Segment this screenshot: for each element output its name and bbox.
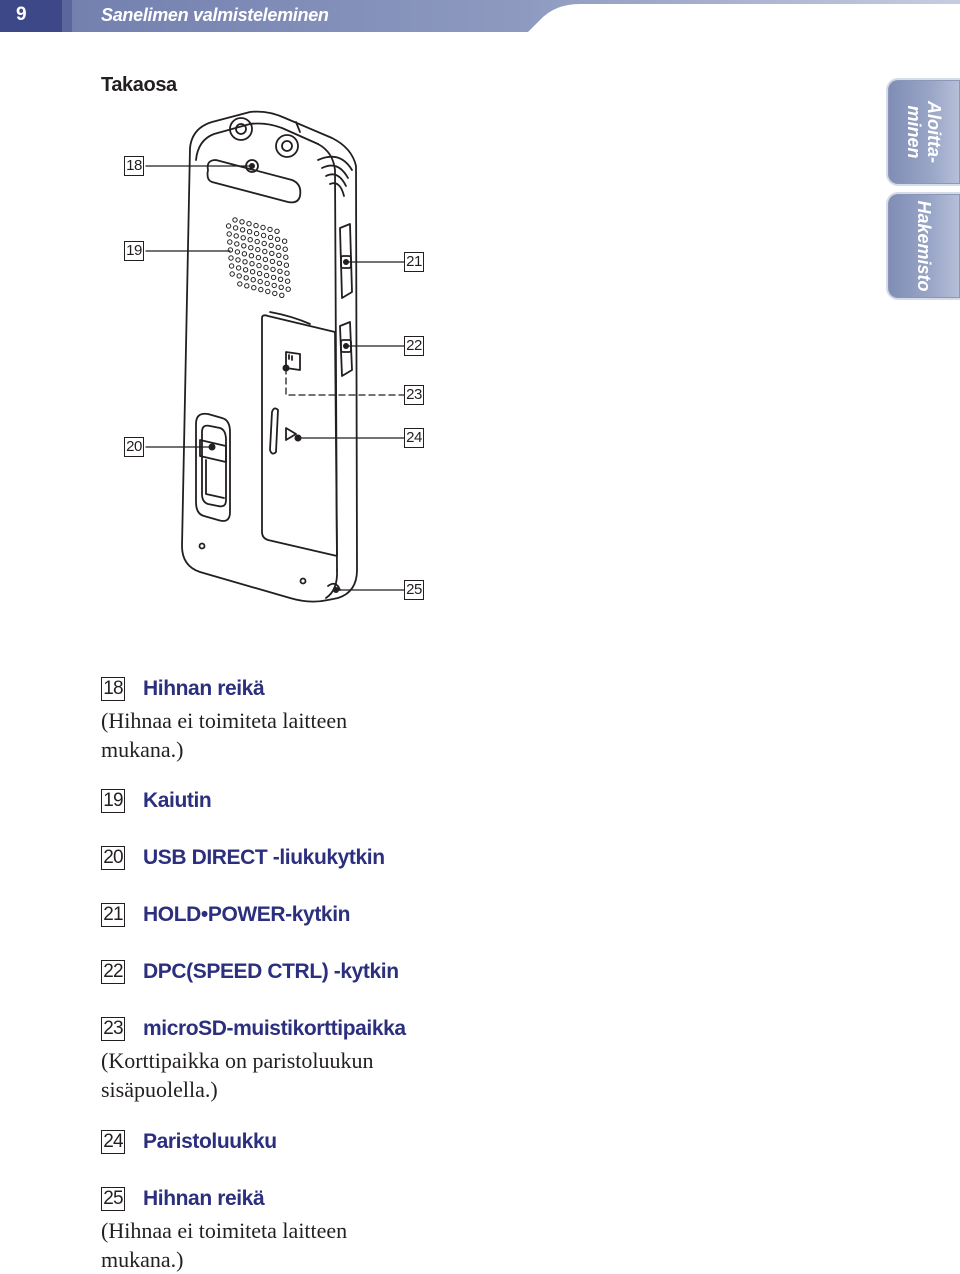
speaker-hole xyxy=(233,226,237,230)
speaker-hole xyxy=(247,222,251,226)
speaker-hole xyxy=(226,224,230,228)
speaker-hole xyxy=(265,281,269,285)
speaker-hole xyxy=(270,259,274,263)
speaker-hole xyxy=(276,245,280,249)
speaker-hole xyxy=(270,251,274,255)
speaker-hole xyxy=(255,239,259,243)
speaker-hole xyxy=(271,275,275,279)
speaker-hole xyxy=(252,286,256,290)
item-label: microSD-muistikorttipaikka xyxy=(143,1017,406,1040)
speaker-hole xyxy=(263,249,267,253)
speaker-hole xyxy=(268,235,272,239)
callout-22: 22 xyxy=(404,336,424,356)
item-number: 21 xyxy=(101,903,125,927)
speaker-hole xyxy=(257,263,261,267)
page-title: Sanelimen valmisteleminen xyxy=(101,5,329,25)
callout-21: 21 xyxy=(404,252,424,272)
speaker-hole xyxy=(269,243,273,247)
item-label: Hihnan reikä xyxy=(143,677,265,700)
speaker-hole xyxy=(230,272,234,276)
tab-hakemisto-label: Hakemisto xyxy=(914,200,934,292)
speaker-hole xyxy=(266,289,270,293)
page-number: 9 xyxy=(16,4,27,25)
speaker-hole xyxy=(277,261,281,265)
speaker-hole xyxy=(235,242,239,246)
speaker-hole xyxy=(261,225,265,229)
item-number: 19 xyxy=(101,789,125,813)
speaker-hole xyxy=(273,291,277,295)
speaker-hole xyxy=(257,271,261,275)
speaker-hole xyxy=(259,287,263,291)
speaker-hole xyxy=(254,231,258,235)
speaker-hole xyxy=(238,282,242,286)
speaker-hole xyxy=(250,262,254,266)
item-number: 20 xyxy=(101,846,125,870)
speaker-hole xyxy=(243,268,247,272)
speaker-hole xyxy=(235,250,239,254)
speaker-hole xyxy=(237,274,241,278)
speaker-hole xyxy=(271,267,275,271)
callout-20: 20 xyxy=(124,437,144,457)
speaker-hole xyxy=(240,228,244,232)
speaker-hole xyxy=(284,263,288,267)
speaker-hole xyxy=(228,240,232,244)
speaker-hole xyxy=(242,244,246,248)
item-label: DPC(SPEED CTRL) -kytkin xyxy=(143,960,399,983)
speaker-hole xyxy=(256,255,260,259)
speaker-hole xyxy=(284,255,288,259)
speaker-hole xyxy=(229,264,233,268)
callout-18: 18 xyxy=(124,156,144,176)
speaker-hole xyxy=(241,236,245,240)
speaker-hole xyxy=(285,271,289,275)
speaker-hole xyxy=(240,220,244,224)
speaker-hole xyxy=(268,227,272,231)
speaker-hole xyxy=(227,232,231,236)
speaker-hole xyxy=(286,287,290,291)
item-number: 18 xyxy=(101,677,125,701)
speaker-hole xyxy=(278,277,282,281)
speaker-hole xyxy=(236,258,240,262)
tab-aloittaminen-label: Aloitta- minen xyxy=(904,101,944,163)
speaker-hole xyxy=(285,279,289,283)
speaker-hole xyxy=(229,256,233,260)
speaker-hole xyxy=(278,269,282,273)
callout-24: 24 xyxy=(404,428,424,448)
item-label: USB DIRECT -liukukytkin xyxy=(143,846,385,869)
callout-23: 23 xyxy=(404,385,424,405)
section-title: Takaosa xyxy=(101,74,177,96)
speaker-hole xyxy=(261,233,265,237)
speaker-hole xyxy=(262,241,266,245)
item-number: 22 xyxy=(101,960,125,984)
speaker-hole xyxy=(236,266,240,270)
callout-19: 19 xyxy=(124,241,144,261)
speaker-hole xyxy=(254,223,258,227)
speaker-hole xyxy=(258,279,262,283)
speaker-hole xyxy=(280,293,284,297)
speaker-hole xyxy=(275,229,279,233)
speaker-hole xyxy=(234,234,238,238)
speaker-hole xyxy=(264,265,268,269)
item-label: Paristoluukku xyxy=(143,1130,277,1153)
item-description: (Korttipaikka on paristoluukun sisäpuolella.) xyxy=(101,1048,374,1102)
item-number: 25 xyxy=(101,1187,125,1211)
speaker-hole xyxy=(247,230,251,234)
speaker-hole xyxy=(233,218,237,222)
speaker-hole xyxy=(275,237,279,241)
speaker-hole xyxy=(249,254,253,258)
speaker-hole xyxy=(283,247,287,251)
speaker-hole xyxy=(242,252,246,256)
speaker-hole xyxy=(264,273,268,277)
speaker-hole xyxy=(256,247,260,251)
speaker-hole xyxy=(245,284,249,288)
speaker-hole xyxy=(279,285,283,289)
speaker-hole xyxy=(244,276,248,280)
speaker-hole xyxy=(251,278,255,282)
speaker-hole xyxy=(277,253,281,257)
callout-25: 25 xyxy=(404,580,424,600)
speaker-hole xyxy=(272,283,276,287)
item-label: HOLD•POWER-kytkin xyxy=(143,903,351,926)
speaker-hole xyxy=(263,257,267,261)
speaker-hole xyxy=(248,238,252,242)
item-label: Kaiutin xyxy=(143,789,212,812)
item-label: Hihnan reikä xyxy=(143,1187,265,1210)
speaker-hole xyxy=(243,260,247,264)
speaker-hole xyxy=(250,270,254,274)
item-number: 24 xyxy=(101,1130,125,1154)
item-description: (Hihnaa ei toimiteta laitteen mukana.) xyxy=(101,708,348,762)
speaker-hole xyxy=(282,239,286,243)
speaker-hole xyxy=(249,246,253,250)
item-description: (Hihnaa ei toimiteta laitteen mukana.) xyxy=(101,1218,348,1272)
item-number: 23 xyxy=(101,1017,125,1041)
